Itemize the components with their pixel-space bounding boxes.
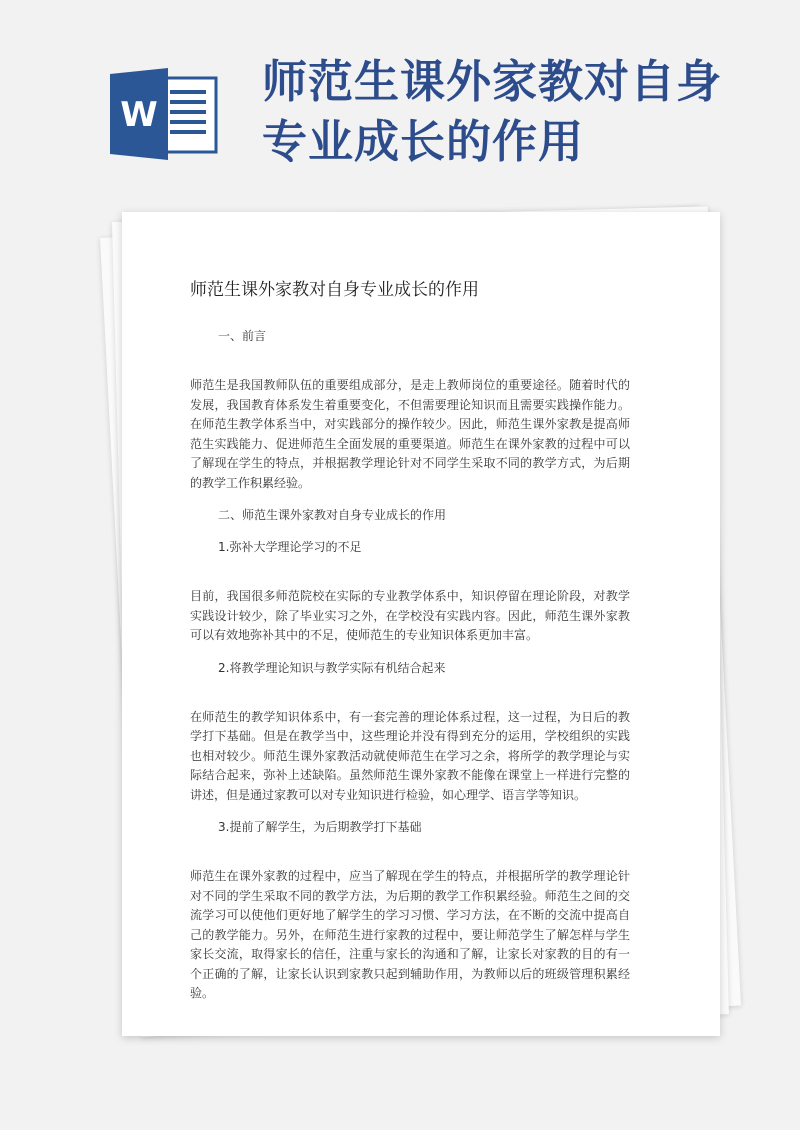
subheading-1: 1.弥补大学理论学习的不足 xyxy=(218,540,362,554)
document-content xyxy=(190,278,630,1004)
subheading-3: 3.提前了解学生，为后期教学打下基础 xyxy=(218,820,422,834)
paragraph-sub-1: 目前，我国很多师范院校在实际的专业教学体系中，知识停留在理论阶段，对教学实践设计较少，除了毕业实习之外，在学校没有实践内容。因此，师范生课外家教可以有效地弥补其中的不足，使师范生的专业知识体系更加丰富。 xyxy=(190,589,630,642)
banner-title-line-2: 专业成长的作用 xyxy=(262,115,585,168)
document-title: 师范生课外家教对自身专业成长的作用 xyxy=(190,280,479,300)
paragraph-sub-3: 师范生在课外家教的过程中，应当了解现在学生的特点，并根据所学的教学理论针对不同的学生采取不同的教学方法，为后期的教学工作积累经验。师范生之间的交流学习可以使他们更好地了解学生的学习习惯、学习方法，在不断的交流中提高自己的教学能力。另外，在师范生进行家教的过程中，要让师范学生了解怎样与学生家长交流，取得家长的信任，注重与家长的沟通和了解，让家长对家教的目的有一个正确的了解，让家长认识到家教只起到辅助作用，为教师以后的班级管理积累经验。 xyxy=(190,869,630,1000)
word-document-icon xyxy=(110,68,218,160)
banner-title xyxy=(262,52,772,172)
section-heading-role: 二、师范生课外家教对自身专业成长的作用 xyxy=(218,508,447,522)
svg-text:W: W xyxy=(120,95,158,135)
paragraph-preface: 师范生是我国教师队伍的重要组成部分，是走上教师岗位的重要途径。随着时代的发展，我国教育体系发生着重要变化，不但需要理论知识而且需要实践操作能力。在师范生教学体系当中，对实践部分的操作较少。因此，师范生课外家教是提高师范生实践能力、促进师范生全面发展的重要渠道。师范生在课外家教的过程中可以了解现在学生的特点，并根据教学理论针对不同学生采取不同的教学方式，为后期的教学工作积累经验。 xyxy=(190,378,630,490)
subheading-2: 2.将教学理论知识与教学实际有机结合起来 xyxy=(218,660,446,675)
paragraph-sub-2: 在师范生的教学知识体系中，有一套完善的理论体系过程，这一过程，为日后的教学打下基础。但是在教学当中，这些理论并没有得到充分的运用，学校组织的实践也相对较少。师范生课外家教活动就使师范生在学习之余，将所学的教学理论与实际结合起来，弥补上述缺陷。虽然师范生课外家教不能像在课堂上一样进行完整的讲述，但是通过家教可以对专业知识进行检验，如心理学、语言学等知识。 xyxy=(190,709,630,802)
document-page xyxy=(122,212,720,1036)
section-heading-preface: 一、前言 xyxy=(218,329,267,343)
banner-title-line-1: 师范生课外家教对自身 xyxy=(262,55,723,108)
